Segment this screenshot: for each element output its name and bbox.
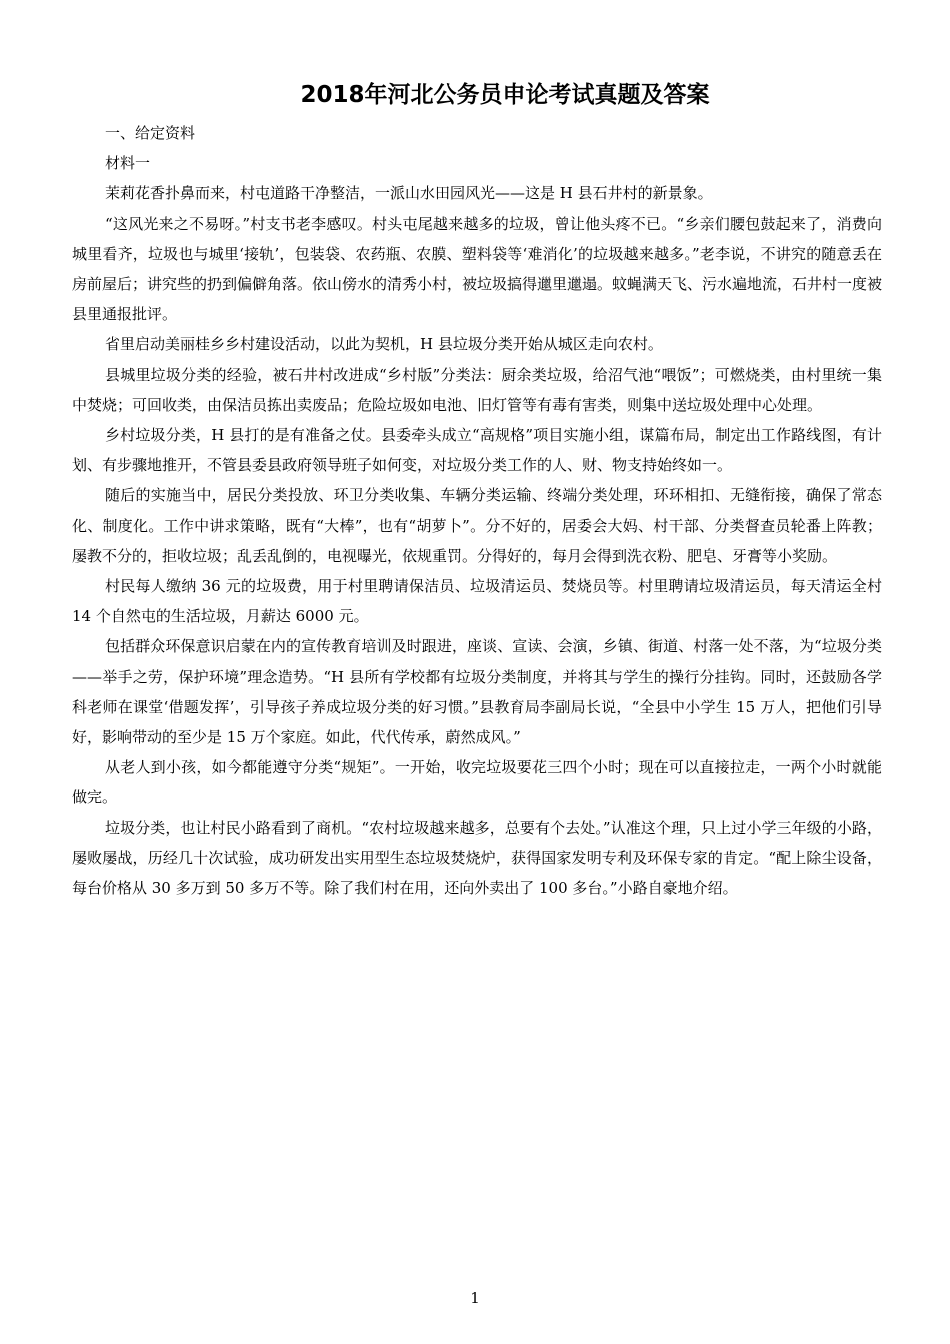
paragraph: 随后的实施当中，居民分类投放、环卫分类收集、车辆分类运输、终端分类处理，环环相扣、无缝衔接，确保了常态化、制度化。工作中讲求策略，既有“大棒”，也有“胡萝卜”。分不好的，居委会大妈、村干部、分类督查员轮番上阵教；屡教不分的，拒收垃圾；乱丢乱倒的，电视曝光，依规重罚。分得好的，每月会得到洗衣粉、肥皂、牙膏等小奖励。 <box>72 486 882 565</box>
paragraph: 乡村垃圾分类，H 县打的是有准备之仗。县委牵头成立“高规格”项目实施小组，谋篇布局，制定出工作路线图，有计划、有步骤地推开，不管县委县政府领导班子如何变，对垃圾分类工作的人、财、物支持始终如一。 <box>72 426 882 475</box>
page-number: 1 <box>470 1289 480 1307</box>
paragraph: 从老人到小孩，如今都能遵守分类“规矩”。一开始，收完垃圾要花三四个小时；现在可以直接拉走，一两个小时就能做完。 <box>72 758 882 807</box>
document-body <box>72 118 882 903</box>
paragraph: 省里启动美丽桂乡乡村建设活动，以此为契机，H 县垃圾分类开始从城区走向农村。 <box>105 335 663 354</box>
paragraph: 包括群众环保意识启蒙在内的宣传教育培训及时跟进，座谈、宣读、会演，乡镇、街道、村落一处不落，为“垃圾分类——举手之劳，保护环境”理念造势。“H 县所有学校都有垃圾分类制度，并将其与学生的操行分挂钩。同时，还鼓励各学科老师在课堂‘借题发挥’，引导孩子养成垃圾分类的好习惯。”县教育局李副局长说，“全县中小学生 15 万人，把他们引导好，影响带动的至少是 15 万个家庭。如此，代代传承，蔚然成风。” <box>72 637 882 747</box>
section-heading: 一、给定资料 <box>105 124 196 142</box>
material-heading: 材料一 <box>105 154 151 173</box>
paragraph: 垃圾分类，也让村民小路看到了商机。“农村垃圾越来越多，总要有个去处。”认准这个理，只上过小学三年级的小路，屡败屡战，历经几十次试验，成功研发出实用型生态垃圾焚烧炉，获得国家发明专利及环保专家的肯定。“配上除尘设备，每台价格从 30 多万到 50 多万不等。除了我们村在用，还向外卖出了 100 多台。”小路自豪地介绍。 <box>72 818 882 898</box>
document-title: 2018年河北公务员申论考试真题及答案 <box>300 82 710 108</box>
paragraph: “这风光来之不易呀。”村支书老李感叹。村头屯尾越来越多的垃圾，曾让他头疼不已。“乡亲们腰包鼓起来了，消费向城里看齐，垃圾也与城里‘接轨’，包装袋、农药瓶、农膜、塑料袋等‘难消化’的垃圾越来越多。”老李说，不讲究的随意丢在房前屋后；讲究些的扔到偏僻角落。依山傍水的清秀小村，被垃圾搞得邋里邋遢。蚊蝇满天飞、污水遍地流，石井村一度被县里通报批评。 <box>72 214 883 324</box>
paragraph: 茉莉花香扑鼻而来，村屯道路干净整洁，一派山水田园风光——这是 H 县石井村的新景象。 <box>105 184 713 203</box>
paragraph: 县城里垃圾分类的经验，被石井村改进成“乡村版”分类法：厨余类垃圾，给沼气池“喂饭”；可燃烧类，由村里统一集中焚烧；可回收类，由保洁员拣出卖废品；危险垃圾如电池、旧灯管等有毒有害类，则集中送垃圾处理中心处理。 <box>72 365 882 414</box>
paragraph: 村民每人缴纳 36 元的垃圾费，用于村里聘请保洁员、垃圾清运员、焚烧员等。村里聘请垃圾清运员，每天清运全村 14 个自然屯的生活垃圾，月薪达 6000 元。 <box>72 577 882 626</box>
